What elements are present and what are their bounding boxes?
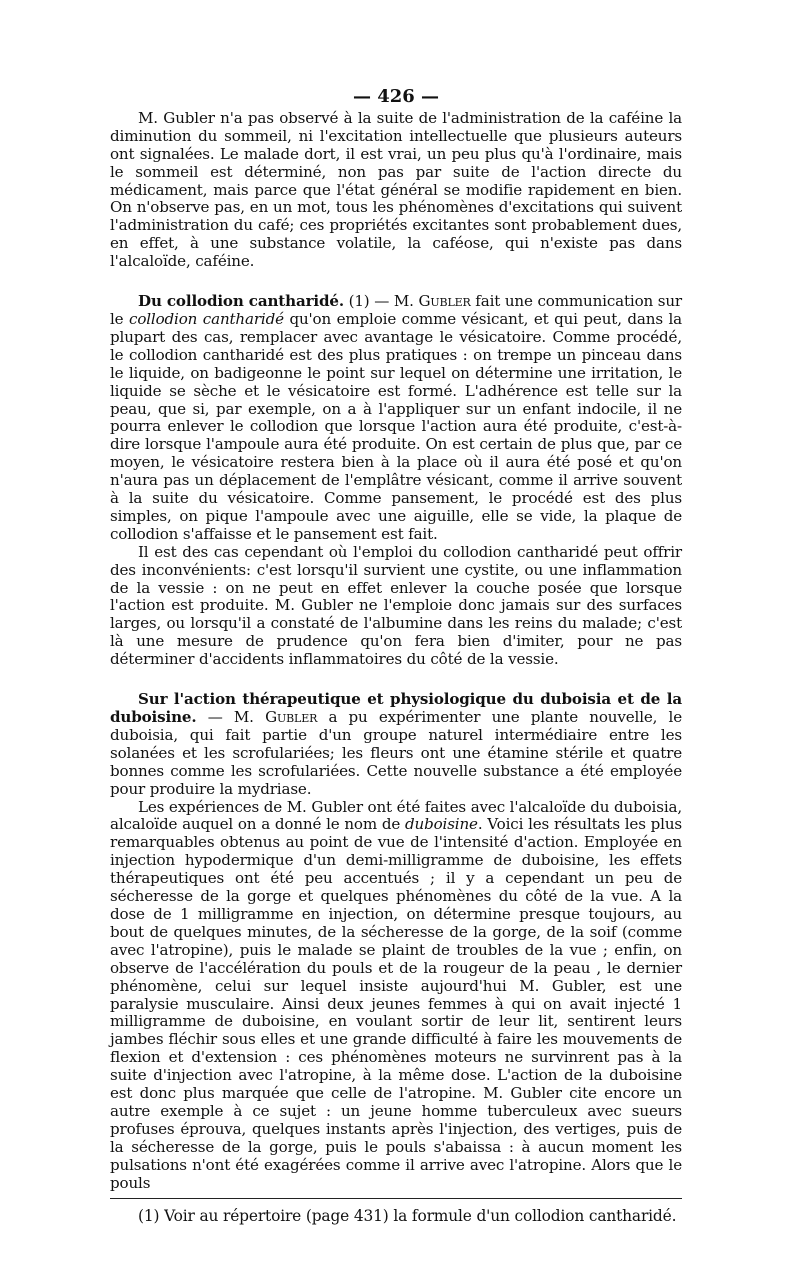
term-collodion: collodion cantharidé bbox=[129, 309, 284, 328]
paragraph-collodion-2: Il est des cas cependant où l'emploi du collodion cantharidé peut offrir des inconvénients: c'est lorsqu'il survient une cystite, ou une inflammation de la vessie : on ne peut en effet enlever la couche posée que lorsque l'action est produite. M. Gubler ne l'emploie donc jamais sur des surfaces larges, ou lorsqu'il a constaté de l'albumine dans les reins du malade; c'est là une mesure de prudence qu'on fera bien d'imiter, pour ne pas déterminer d'accidents inflammatoires du côté de la vessie. bbox=[110, 542, 682, 669]
section-heading-duboisia: Sur l'action thérapeutique et physiologique du duboisia et de la duboisine. bbox=[110, 690, 682, 726]
footnote-ref: (1) bbox=[348, 292, 370, 311]
author-name: Gubler bbox=[418, 292, 471, 311]
section-heading-collodion: Du collodion cantharidé. bbox=[138, 292, 344, 311]
book-page bbox=[110, 88, 682, 1225]
paragraph-caffeine: M. Gubler n'a pas observé à la suite de l'administration de la caféine la diminution du sommeil, ni l'excitation intellectuelle que plusieurs auteurs ont signalées. Le malade dort, il est vrai, un peu plus qu'à l'ordinaire, mais le sommeil est déterminé, non pas par suite de l'action directe du médicament, mais parce que l'état général se modifie rapidement en bien. On n'observe pas, en un mot, tous les phénomènes d'excitations qui suivent l'administration du café; ces propriétés excitantes sont probablement dues, en effet, à une substance volatile, la caféose, qui n'existe pas dans l'alcaloïde, caféine. bbox=[110, 108, 682, 271]
footnote-rule bbox=[110, 1198, 682, 1199]
section-duboisia: Sur l'action thérapeutique et physiologique du duboisia et de la duboisine. — M. Gubler a pu expérimenter une plante nouvelle, le duboisia, qui fait partie d'un groupe naturel intermédiaire entre les solanées et les scrofulariées; les fleurs ont une étamine stérile et quatre bonnes comme les scrofulariées. Cette nouvelle substance a été employée pour produire la mydriase. bbox=[110, 690, 682, 798]
term-duboisine: duboisine bbox=[404, 815, 478, 834]
footnote: (1) Voir au répertoire (page 431) la formule d'un collodion cantharidé. bbox=[138, 1207, 677, 1226]
section-collodion: Du collodion cantharidé. (1) — M. Gubler fait une communication sur le collodion cantharidé qu'on emploie comme vésicant, et qui peut, dans la plupart des cas, remplacer avec avantage le vésicatoire. Comme procédé, le collodion cantharidé est des plus pratiques : on trempe un pinceau dans le liquide, on badigeonne le point sur lequel on détermine une irritation, le liquide se sèche et le vésicatoire est formé. L'adhérence est telle sur la peau, que si, par exemple, on a à l'appliquer sur un enfant indocile, il ne pourra enlever le collodion que lorsque l'action aura été produite, c'est-à-dire lorsque l'ampoule aura été produite. On est certain de plus que, par ce moyen, le vésicatoire restera bien à la place où il aura été posé et qu'on n'aura pas un déplacement de l'emplâtre vésicant, comme il arrive souvent à la suite du vésicatoire. Comme pansement, le procédé est des plus simples, on pique l'ampoule avec une aiguille, elle se vide, la plaque de collodion s'affaisse et le pansement est fait. bbox=[110, 292, 683, 543]
paragraph-duboisia-2: Les expériences de M. Gubler ont été faites avec l'alcaloïde du duboisia, alcaloïde auquel on a donné le nom de duboisine. Voici les résultats les plus remarquables obtenus au point de vue de l'intensité d'action. Employée en injection hypodermique d'un demi-milligramme de duboisine, les effets thérapeutiques ont été peu accentués ; il y a cependant un peu de sécheresse de la gorge et quelques phénomènes du côté de la vue. A la dose de 1 milligramme en injection, on détermine presque toujours, au bout de quelques minutes, de la sécheresse de la gorge, de la soif (comme avec l'atropine), puis le malade se plaint de troubles de la vue ; enfin, on observe de l'accélération du pouls et de la rougeur de la peau , le dernier phénomène, celui sur lequel insiste aujourd'hui M. Gubler, est une paralysie musculaire. Ainsi deux jeunes femmes à qui on avait injecté 1 milligramme de duboisine, en voulant sortir de leur lit, sentirent leurs jambes fléchir sous elles et une grande difficulté à faire les mouvements de flexion et d'extension : ces phénomènes moteurs ne survinrent pas à la suite d'injection avec l'atropine, à la même dose. L'action de la duboisine est donc plus marquée que celle de l'atropine. M. Gubler cite encore un autre exemple à ce sujet : un jeune homme tuberculeux avec sueurs profuses éprouva, quelques instants après l'injection, des vertiges, puis de la sécheresse de la gorge, puis le pouls s'abaissa : à aucun moment les pulsations n'ont été exagérées comme il arrive avec l'atropine. Alors que le pouls bbox=[110, 797, 682, 1192]
author-name: Gubler bbox=[265, 708, 318, 726]
page-number: — 426 — bbox=[352, 86, 440, 107]
